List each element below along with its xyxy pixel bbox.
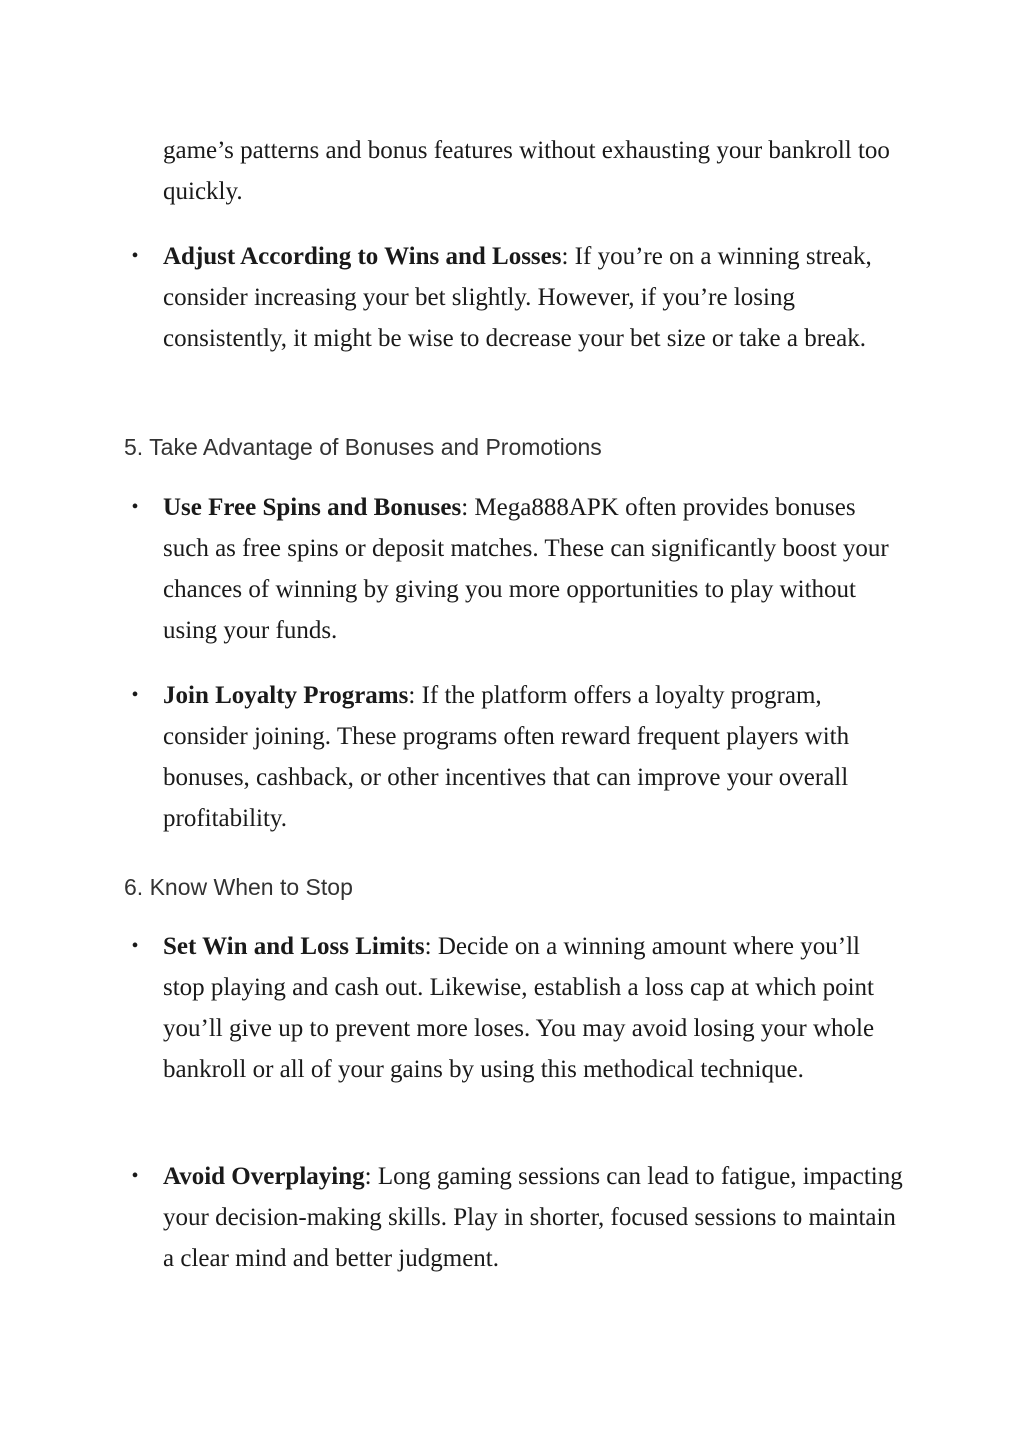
list-item-text bbox=[163, 675, 903, 839]
list-item-term: Join Loyalty Programs bbox=[163, 682, 409, 709]
bullet-icon: • bbox=[131, 684, 139, 706]
list-item-limits bbox=[131, 926, 903, 1090]
list-item-description: : Mega888APK often provides bonuses such as free spins or deposit matches. These can significantly boost your chances of winning by giving you more opportunities to play without using your funds. bbox=[163, 494, 889, 644]
list-item-overplaying bbox=[131, 1156, 903, 1279]
list-item-term: Adjust According to Wins and Losses bbox=[163, 243, 562, 270]
list-item-adjust-bets bbox=[131, 236, 903, 359]
list-item-description: : Decide on a winning amount where you’ll stop playing and cash out. Likewise, establish a loss cap at which point you’ll give up to prevent more loses. You may avoid losing your whole bankroll or all of your gains by using this methodical technique. bbox=[163, 933, 875, 1083]
section-heading-bonuses: 5. Take Advantage of Bonuses and Promotions bbox=[124, 434, 602, 460]
list-item-description: : If you’re on a winning streak, consider increasing your bet slightly. However, if you’re losing consistently, it might be wise to decrease your bet size or take a break. bbox=[163, 243, 872, 352]
list-item-term: Set Win and Loss Limits bbox=[163, 933, 425, 960]
list-item-text bbox=[163, 487, 903, 651]
list-item-free-spins bbox=[131, 487, 903, 651]
list-item-text bbox=[163, 236, 903, 359]
bullet-icon: • bbox=[131, 935, 139, 957]
list-item-text bbox=[163, 926, 903, 1090]
list-item-loyalty bbox=[131, 675, 903, 839]
list-item-term: Avoid Overplaying bbox=[163, 1163, 365, 1190]
section-heading-stop: 6. Know When to Stop bbox=[124, 874, 353, 900]
bullet-icon: • bbox=[131, 245, 139, 267]
bullet-icon: • bbox=[131, 496, 139, 518]
bullet-icon: • bbox=[131, 1165, 139, 1187]
continuation-paragraph: game’s patterns and bonus features without exhausting your bankroll too quickly. bbox=[163, 137, 890, 205]
list-item-description: : Long gaming sessions can lead to fatigue, impacting your decision-making skills. Play in shorter, focused sessions to maintain a clear mind and better judgment. bbox=[163, 1163, 903, 1272]
list-item-term: Use Free Spins and Bonuses bbox=[163, 494, 462, 521]
list-item-description: : If the platform offers a loyalty program, consider joining. These programs often reward frequent players with bonuses, cashback, or other incentives that can improve your overall profitability. bbox=[163, 682, 850, 832]
list-item-text bbox=[163, 1156, 903, 1279]
